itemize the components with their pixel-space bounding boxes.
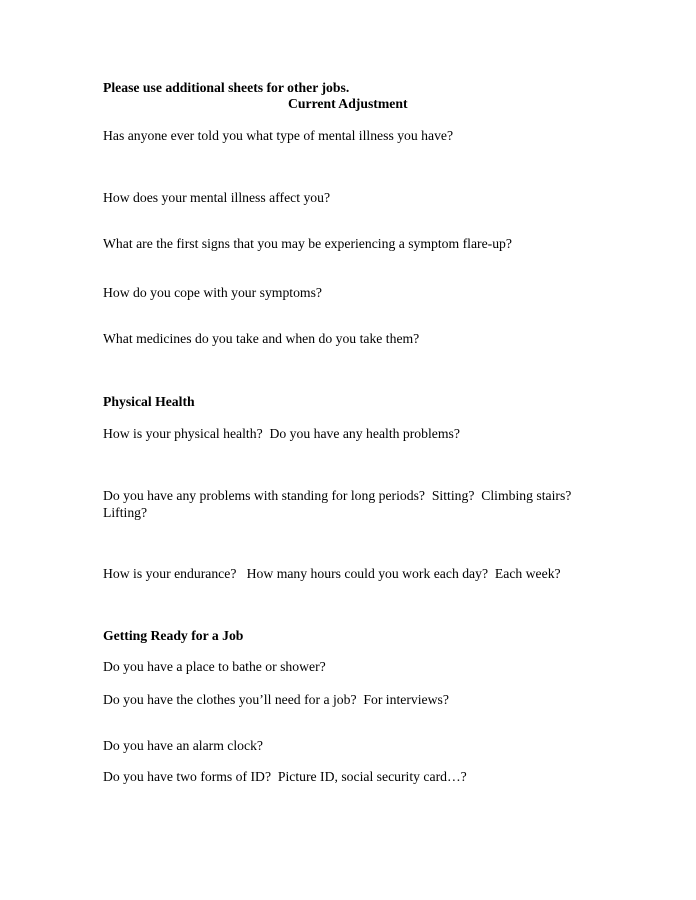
section-title-current-adjustment: Current Adjustment xyxy=(288,96,408,111)
section-title-physical-health: Physical Health xyxy=(103,394,195,409)
question-two-forms-of-id: Do you have two forms of ID? Picture ID, social security card…? xyxy=(103,769,467,784)
question-symptom-flare-up-signs: What are the first signs that you may be experiencing a symptom flare-up? xyxy=(103,236,512,251)
question-mental-illness-type: Has anyone ever told you what type of mental illness you have? xyxy=(103,128,454,143)
question-endurance: How is your endurance? How many hours could you work each day? Each week? xyxy=(103,566,561,581)
question-physical-health: How is your physical health? Do you have any health problems? xyxy=(103,426,460,441)
question-standing-sitting-climbing: Do you have any problems with standing for long periods? Sitting? Climbing stairs? Lifting? xyxy=(103,488,579,520)
question-mental-illness-affect: How does your mental illness affect you? xyxy=(103,190,331,205)
question-clothes-for-job: Do you have the clothes you’ll need for a job? For interviews? xyxy=(103,692,449,707)
instruction-note: Please use additional sheets for other jobs. xyxy=(103,80,350,95)
section-title-getting-ready-for-a-job: Getting Ready for a Job xyxy=(103,628,244,643)
question-medicines: What medicines do you take and when do you take them? xyxy=(103,331,420,346)
question-bathe-or-shower: Do you have a place to bathe or shower? xyxy=(103,659,326,674)
question-cope-with-symptoms: How do you cope with your symptoms? xyxy=(103,285,322,300)
question-alarm-clock: Do you have an alarm clock? xyxy=(103,738,263,753)
